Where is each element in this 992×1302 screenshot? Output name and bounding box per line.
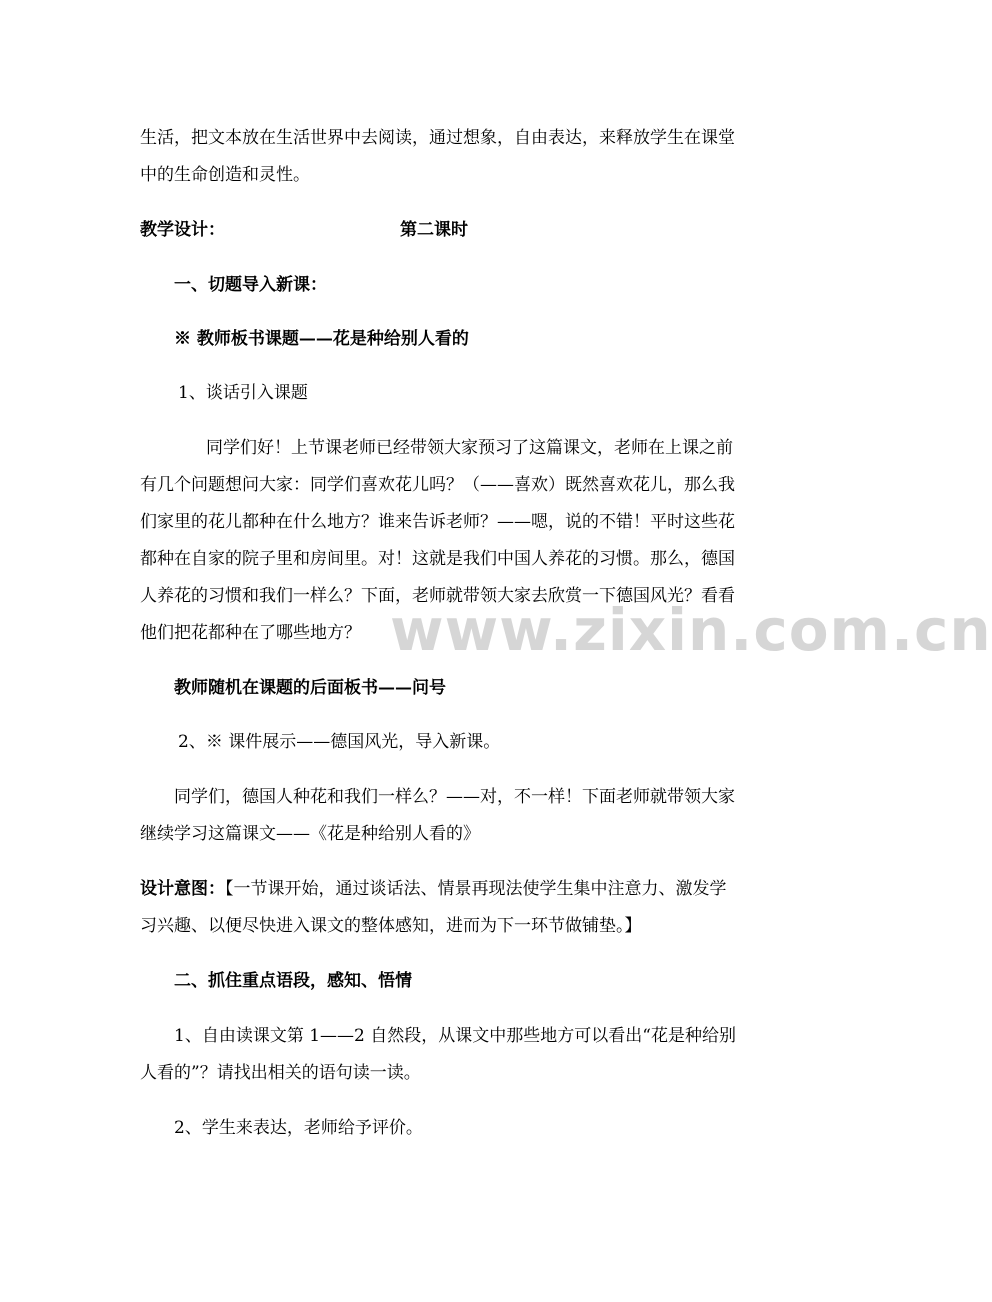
section-2-step-2: 2、学生来表达，老师给予评价。 [174, 1118, 423, 1138]
board-title: ※ 教师板书课题——花是种给别人看的 [174, 329, 469, 349]
step-1-title: 1、谈话引入课题 [178, 383, 308, 403]
paragraph-2-line-2: 继续学习这篇课文——《花是种给别人看的》 [140, 824, 480, 844]
section-2-heading: 二、抓住重点语段，感知、悟情 [174, 971, 412, 991]
paragraph-1-line-3: 们家里的花儿都种在什么地方？谁来告诉老师？——嗯，说的不错！平时这些花 [140, 512, 735, 532]
watermark: www.zixin.com.cn [390, 596, 992, 664]
intro-line-1: 生活，把文本放在生活世界中去阅读，通过想象，自由表达，来释放学生在课堂 [140, 128, 735, 148]
board-note: 教师随机在课题的后面板书——问号 [174, 678, 446, 698]
paragraph-1-line-2: 有几个问题想问大家：同学们喜欢花儿吗？（——喜欢）既然喜欢花儿，那么我 [140, 475, 735, 495]
step-2-title: 2、※ 课件展示——德国风光，导入新课。 [178, 732, 501, 752]
intro-line-2: 中的生命创造和灵性。 [140, 165, 310, 185]
section-1-heading: 一、切题导入新课： [174, 275, 327, 295]
lesson-title: 第二课时 [400, 220, 468, 240]
paragraph-1-line-1: 同学们好！上节课老师已经带领大家预习了这篇课文，老师在上课之前 [206, 438, 733, 458]
design-label: 教学设计： [140, 220, 225, 240]
paragraph-1-line-4: 都种在自家的院子里和房间里。对！这就是我们中国人养花的习惯。那么，德国 [140, 549, 735, 569]
design-intent-line-2: 习兴趣、以便尽快进入课文的整体感知，进而为下一环节做铺垫。】 [140, 916, 642, 936]
paragraph-2-line-1: 同学们，德国人种花和我们一样么？——对，不一样！下面老师就带领大家 [174, 787, 735, 807]
paragraph-1-line-5: 人养花的习惯和我们一样么？下面，老师就带领大家去欣赏一下德国风光？看看 [140, 586, 735, 606]
paragraph-1-line-6: 他们把花都种在了哪些地方？ [140, 623, 361, 643]
section-2-step-1-line-1: 1、自由读课文第 1——2 自然段，从课文中那些地方可以看出“花是种给别 [174, 1026, 736, 1046]
design-intent-label: 设计意图： [140, 879, 225, 899]
section-2-step-1-line-2: 人看的”？请找出相关的语句读一读。 [140, 1063, 421, 1083]
design-intent-text-1: 【一节课开始，通过谈话法、情景再现法使学生集中注意力、激发学 [225, 879, 727, 899]
design-intent-line-1 [140, 877, 727, 901]
